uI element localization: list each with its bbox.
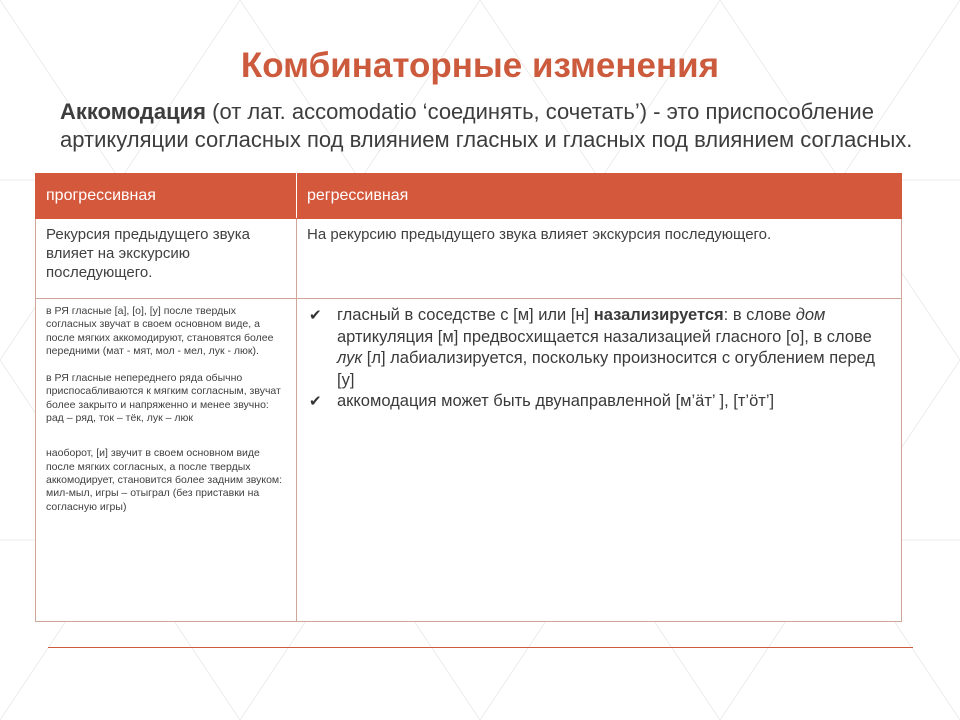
regressive-definition-cell: [297, 219, 902, 299]
progressive-example-3: наоборот, [и] звучит в своем основном виде после мягких согласных, а после твердых аккомодирует, становится более задним звуком: мил-мыл, игры – отыграл (без приставки на согласную игры): [46, 447, 283, 513]
check-icon: ✔: [309, 307, 322, 324]
list-item: [307, 391, 891, 413]
check-icon: ✔: [309, 393, 322, 410]
progressive-example-1: в РЯ гласные [а], [о], [у] после твердых согласных звучат в своем основном виде, а после мягких аккомодируют, становятся более передними (мат - мят, мол - мел, лук - люк).: [46, 305, 274, 357]
header-progressive: прогрессивная: [36, 174, 297, 219]
progressive-definition: Рекурсия предыдущего звука влияет на экскурсию последующего.: [46, 226, 250, 281]
regressive-example-1-word-dom: дом: [795, 306, 826, 324]
accommodation-table: [35, 173, 902, 622]
intro-paragraph: [60, 98, 920, 172]
regressive-example-2: аккомодация может быть двунаправленной [м’ӓт’ ], [т’ӧт’]: [337, 392, 775, 410]
table-row: [36, 219, 902, 299]
intro-definition: (от лат. accomodatio ‘соединять, сочетать’) - это приспособление артикуляции согласных под влиянием гласных и гласных под влиянием согласных.: [60, 99, 913, 152]
regressive-example-1e: артикуляция [м] предвосхищается назализацией гласного [о], в слове: [337, 327, 872, 346]
regressive-example-1-word-luk: лук: [337, 349, 363, 367]
regressive-examples-cell: [297, 299, 902, 622]
regressive-examples-list: [307, 305, 891, 413]
table-header-row: [36, 174, 902, 219]
bottom-divider: [48, 647, 913, 648]
table-row: [36, 299, 902, 622]
progressive-examples-cell: [36, 299, 297, 622]
regressive-example-1a: гласный в соседстве с [м] или [н]: [337, 306, 594, 324]
regressive-example-1g: [л] лабиализируется, поскольку произносится с огублением перед [у]: [337, 349, 875, 389]
progressive-example-2: в РЯ гласные непереднего ряда обычно приспосабливаются к мягким согласным, звучат более закрыто и напряженно и менее звучно: рад – ряд, ток – тёк, лук – люк: [46, 372, 281, 425]
progressive-definition-cell: [36, 219, 297, 299]
intro-term: Аккомодация: [60, 99, 206, 124]
list-item: [307, 305, 891, 391]
regressive-definition: На рекурсию предыдущего звука влияет экскурсия последующего.: [307, 226, 772, 243]
slide-title: Комбинаторные изменения: [240, 46, 720, 85]
header-regressive: регрессивная: [297, 174, 902, 219]
regressive-example-1c: : в слове: [723, 306, 796, 324]
regressive-example-1-bold: назализируется: [593, 306, 724, 324]
